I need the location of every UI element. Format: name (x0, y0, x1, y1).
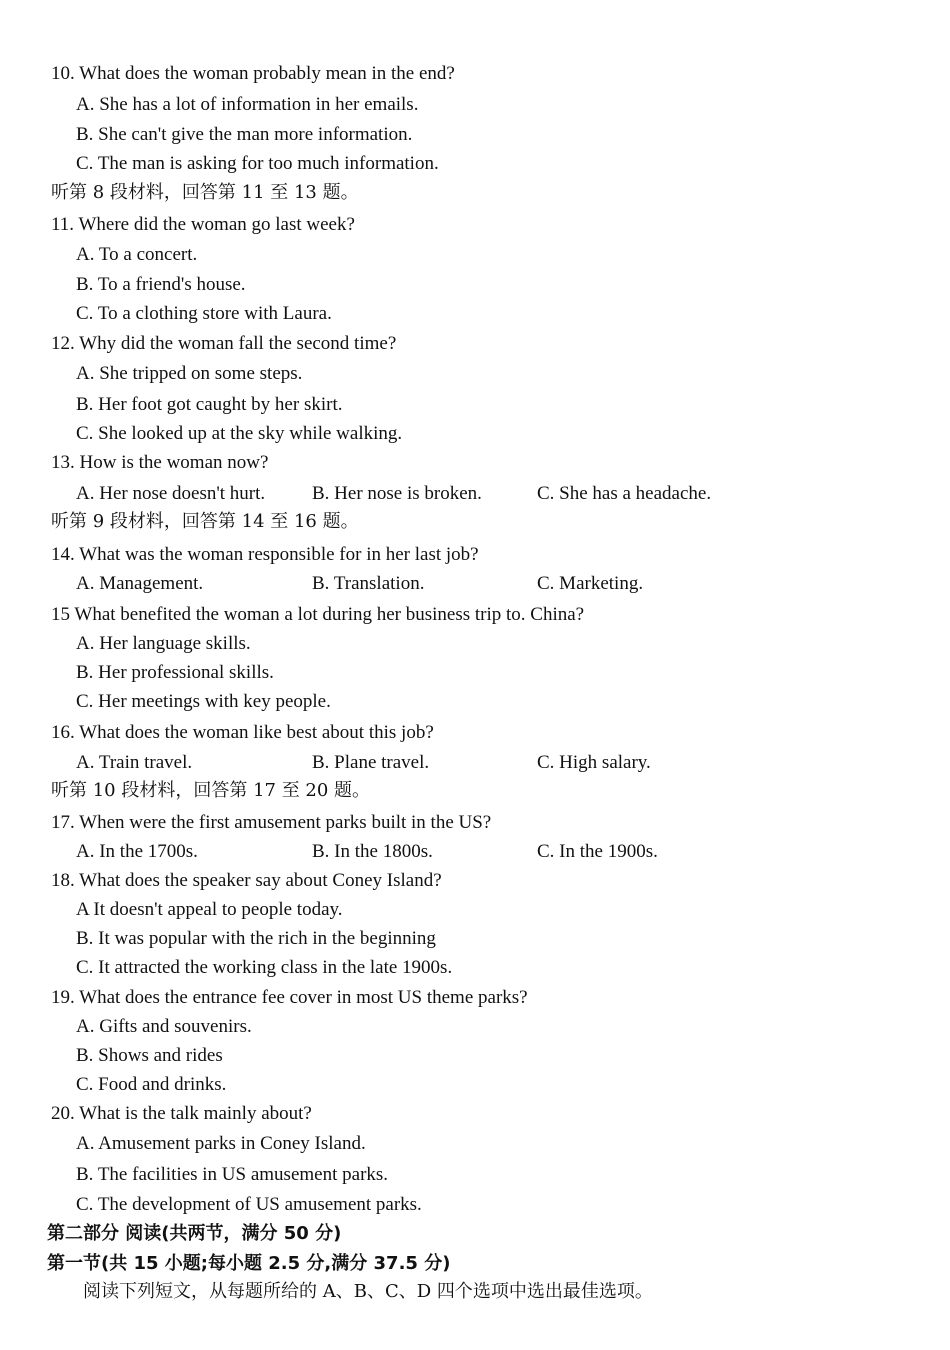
option-19c: C. Food and drinks. (76, 1074, 227, 1095)
option-14c: C. Marketing. (537, 573, 644, 594)
option-16c: C. High salary. (537, 752, 651, 773)
question-13: 13. How is the woman now? (51, 452, 269, 473)
option-16a: A. Train travel. (76, 752, 193, 773)
option-13b: B. Her nose is broken. (312, 483, 482, 504)
option-18c: C. It attracted the working class in the late 1900s. (76, 957, 453, 978)
option-20a: A. Amusement parks in Coney Island. (76, 1133, 366, 1154)
option-16b: B. Plane travel. (312, 752, 430, 773)
question-15: 15 What benefited the woman a lot during her business trip to. China? (51, 604, 585, 625)
question-12: 12. Why did the woman fall the second time? (51, 333, 397, 354)
option-13c: C. She has a headache. (537, 483, 712, 504)
option-12b: B. Her foot got caught by her skirt. (76, 394, 343, 415)
question-20: 20. What is the talk mainly about? (51, 1103, 312, 1124)
option-10a: A. She has a lot of information in her emails. (76, 94, 419, 115)
option-15a: A. Her language skills. (76, 633, 251, 654)
option-17a: A. In the 1700s. (76, 841, 198, 862)
option-12c: C. She looked up at the sky while walking. (76, 423, 403, 444)
option-17c: C. In the 1900s. (537, 841, 658, 862)
option-14b: B. Translation. (312, 573, 425, 594)
part-two-heading: 第二部分 阅读(共两节，满分 50 分) (47, 1223, 342, 1244)
question-14: 14. What was the woman responsible for in her last job? (51, 544, 479, 565)
question-18: 18. What does the speaker say about Coney Island? (51, 870, 442, 891)
question-19: 19. What does the entrance fee cover in most US theme parks? (51, 987, 528, 1008)
section-one-heading: 第一节(共 15 小题;每小题 2.5 分,满分 37.5 分) (47, 1253, 451, 1274)
option-15b: B. Her professional skills. (76, 662, 274, 683)
question-10: 10. What does the woman probably mean in the end? (51, 63, 455, 84)
option-18b: B. It was popular with the rich in the beginning (76, 928, 436, 949)
question-17: 17. When were the first amusement parks built in the US? (51, 812, 492, 833)
question-11: 11. Where did the woman go last week? (51, 214, 355, 235)
section-instruction-10: 听第 10 段材料，回答第 17 至 20 题。 (51, 780, 371, 801)
option-19b: B. Shows and rides (76, 1045, 223, 1066)
option-18a: A It doesn't appeal to people today. (76, 899, 343, 920)
reading-directions: 阅读下列短文，从每题所给的 A、B、C、D 四个选项中选出最佳选项。 (83, 1281, 653, 1302)
option-15c: C. Her meetings with key people. (76, 691, 331, 712)
option-11c: C. To a clothing store with Laura. (76, 303, 332, 324)
section-instruction-8: 听第 8 段材料，回答第 11 至 13 题。 (51, 182, 359, 203)
option-12a: A. She tripped on some steps. (76, 363, 303, 384)
option-19a: A. Gifts and souvenirs. (76, 1016, 252, 1037)
option-10c: C. The man is asking for too much information. (76, 153, 439, 174)
option-11a: A. To a concert. (76, 244, 198, 265)
option-11b: B. To a friend's house. (76, 274, 246, 295)
option-17b: B. In the 1800s. (312, 841, 433, 862)
question-16: 16. What does the woman like best about this job? (51, 722, 434, 743)
option-14a: A. Management. (76, 573, 204, 594)
option-13a: A. Her nose doesn't hurt. (76, 483, 266, 504)
option-20b: B. The facilities in US amusement parks. (76, 1164, 389, 1185)
option-10b: B. She can't give the man more information. (76, 124, 413, 145)
section-instruction-9: 听第 9 段材料，回答第 14 至 16 题。 (51, 511, 359, 532)
option-20c: C. The development of US amusement parks. (76, 1194, 422, 1215)
